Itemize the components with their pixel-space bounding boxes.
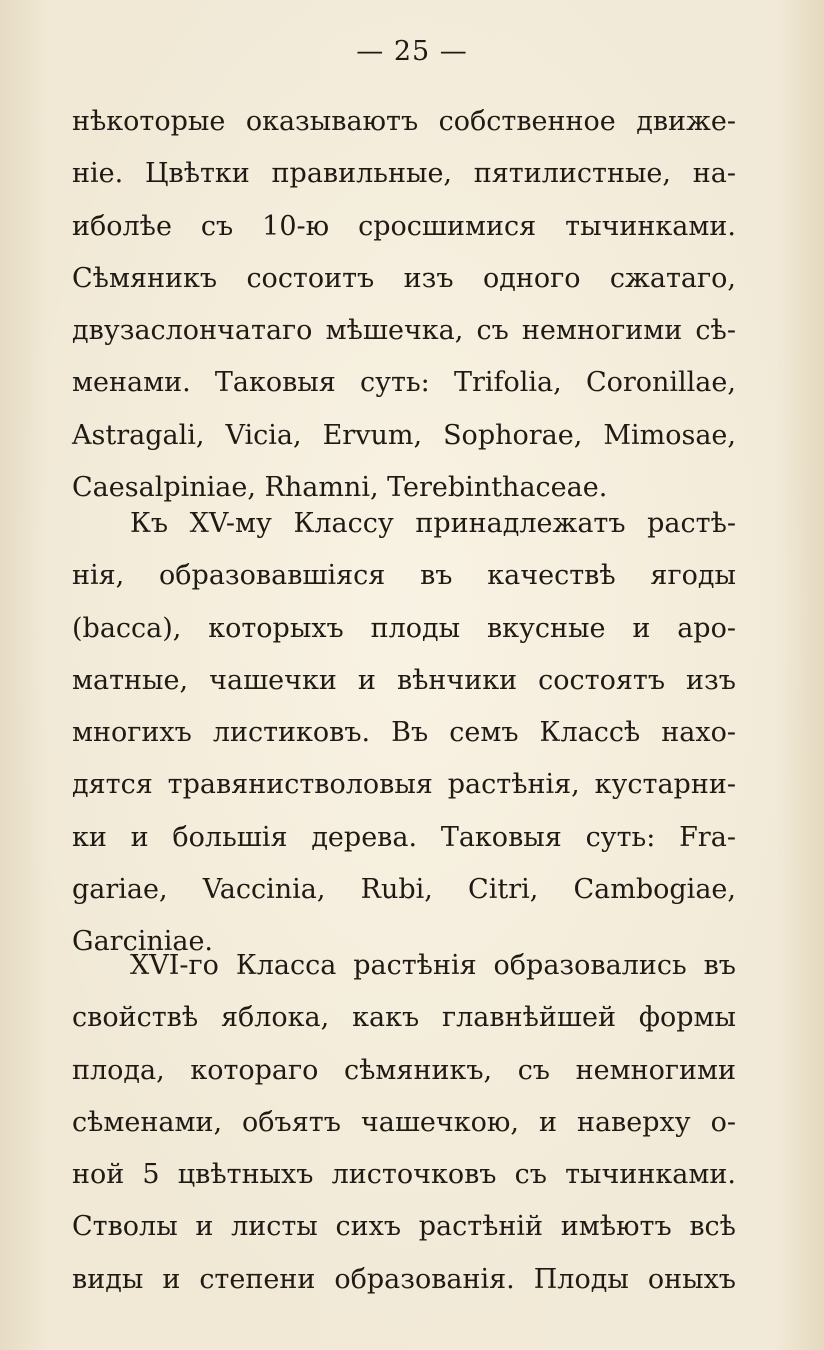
text-line: двузаслончатаго мѣшечка, съ немногими сѣ- <box>72 315 736 347</box>
text-line: сѣменами, объятъ чашечкою, и наверху о- <box>72 1106 736 1138</box>
text-line: иболѣе съ 10-ю сросшимися тычинками. <box>72 210 736 242</box>
text-line: матные, чашечки и вѣнчики состоятъ изъ <box>72 664 736 696</box>
text-line: менами. Таковыя суть: Trifolia, Coronillae, <box>72 367 736 399</box>
paragraph-1 <box>72 96 736 514</box>
page-number: — 25 — <box>356 36 468 67</box>
text-line: виды и степени образованія. Плоды оныхъ <box>72 1263 736 1295</box>
text-line: ной 5 цвѣтныхъ листочковъ съ тычинками. <box>72 1159 736 1191</box>
paragraph-2 <box>72 498 736 969</box>
text-line: gariae, Vaccinia, Rubi, Citri, Cambogiae, <box>72 874 736 906</box>
text-line: свойствѣ яблока, какъ главнѣйшей формы <box>72 1002 736 1034</box>
text-line: Сѣмяникъ состоитъ изъ одного сжатаго, <box>72 262 736 294</box>
text-line: Astragali, Vicia, Ervum, Sophorae, Mimosae, <box>72 419 736 451</box>
text-line: ніе. Цвѣтки правильные, пятилистные, на- <box>72 158 736 190</box>
text-line: дятся травянистволовыя растѣнія, кустарни- <box>72 769 736 801</box>
text-line: многихъ листиковъ. Въ семъ Классѣ нахо- <box>72 717 736 749</box>
paragraph-3 <box>72 940 736 1306</box>
text-line: Caesalpiniae, Rhamni, Terebinthaceae. <box>72 472 608 504</box>
text-line: нѣкоторые оказываютъ собственное движе- <box>72 106 736 137</box>
text-line: Garciniae. <box>72 926 214 958</box>
text-line: нія, образовавшіяся въ качествѣ ягоды <box>72 560 736 592</box>
text-line: XVI-го Класса растѣнія образовались въ <box>130 950 736 981</box>
text-line: Къ XV-му Классу принадлежатъ растѣ- <box>130 508 736 539</box>
text-line: Стволы и листы сихъ растѣній имѣютъ всѣ <box>72 1211 736 1243</box>
text-line: ки и большія дерева. Таковыя суть: Fra- <box>72 821 736 853</box>
text-line: (bacca), которыхъ плоды вкусные и аро- <box>72 612 736 644</box>
text-line: плода, котораго сѣмяникъ, съ немногими <box>72 1054 736 1086</box>
